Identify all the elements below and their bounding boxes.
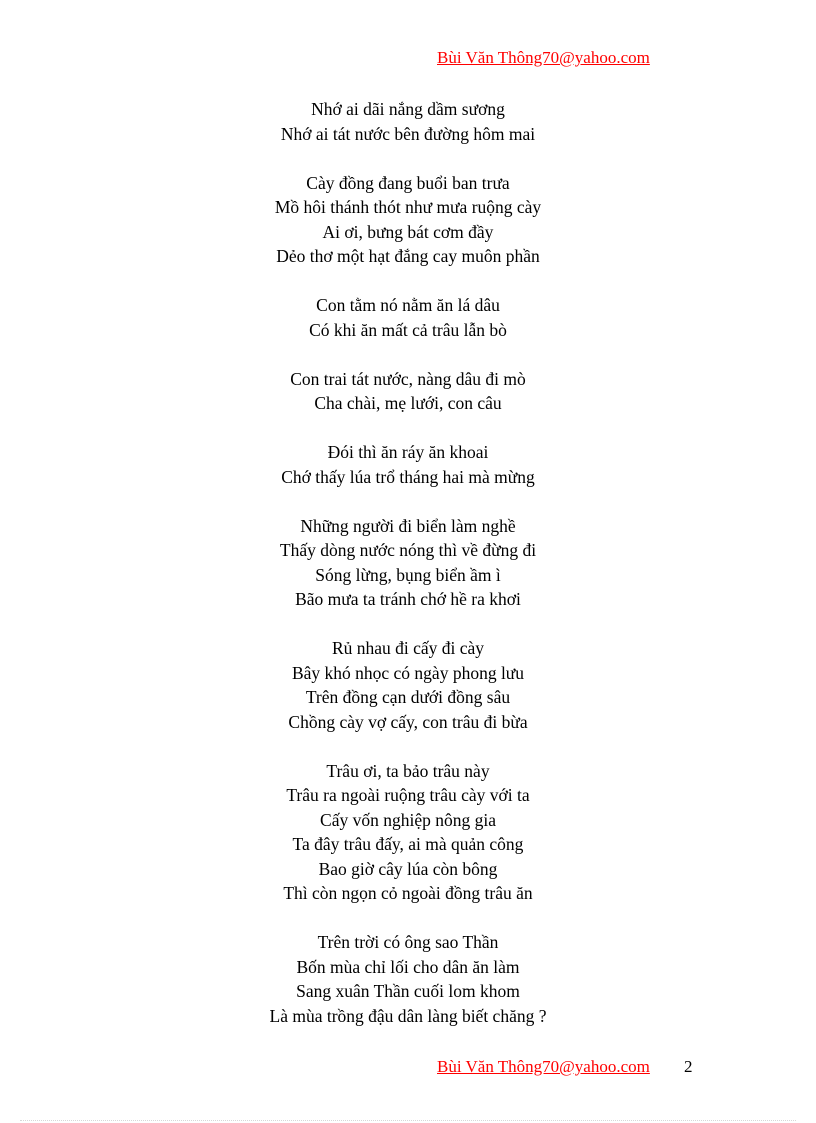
- poem-line: Thấy dòng nước nóng thì về đừng đi: [279, 540, 537, 560]
- poem-line: Trâu ra ngoài ruộng trâu cày với ta: [286, 785, 530, 805]
- header-email-link[interactable]: Bùi Văn Thông70@yahoo.com: [437, 48, 650, 67]
- page-bottom-divider: [20, 1120, 796, 1121]
- poem-line: Rủ nhau đi cấy đi cày: [331, 638, 485, 658]
- poem-line: Trên đồng cạn dưới đồng sâu: [305, 687, 511, 707]
- poem-line: Chớ thấy lúa trổ tháng hai mà mừng: [281, 466, 535, 487]
- footer-email-link[interactable]: Bùi Văn Thông70@yahoo.com: [437, 1057, 650, 1076]
- poem-line: Sang xuân Thần cuối lom khom: [296, 981, 520, 1001]
- stanza-6: [0, 514, 816, 612]
- poem-line: Ta đây trâu đấy, ai mà quản công: [292, 834, 524, 854]
- poem-line: Cày đồng đang buổi ban trưa: [306, 172, 510, 193]
- poem-line: Mồ hôi thánh thót như mưa ruộng cày: [274, 197, 542, 217]
- poem-line: Nhớ ai tát nước bên đường hôm mai: [280, 123, 536, 144]
- poem-line: Cha chài, mẹ lưới, con câu: [314, 393, 502, 413]
- poem-line: Sóng lừng, bụng biển ầm ì: [315, 564, 501, 585]
- stanza-3: [0, 293, 816, 342]
- poem-line: Con tằm nó nằm ăn lá dâu: [316, 295, 500, 315]
- stanza-8: [0, 759, 816, 906]
- poem-line: Thì còn ngọn cỏ ngoài đồng trâu ăn: [283, 883, 533, 903]
- stanza-7: [0, 636, 816, 734]
- poem-line: Là mùa trồng đậu dân làng biết chăng ?: [269, 1005, 547, 1026]
- poem-line: Nhớ ai dãi nắng dầm sương: [311, 99, 505, 119]
- poem-line: Ai ơi, bưng bát cơm đầy: [322, 221, 494, 242]
- poem-line: Chồng cày vợ cấy, con trâu đi bừa: [288, 711, 528, 732]
- poem-line: Dẻo thơ một hạt đắng cay muôn phần: [276, 246, 540, 266]
- poem-line: Những người đi biển làm nghề: [300, 515, 516, 536]
- poem-body: [0, 97, 816, 1053]
- poem-line: Đói thì ăn ráy ăn khoai: [327, 442, 489, 462]
- stanza-9: [0, 930, 816, 1028]
- stanza-4: [0, 367, 816, 416]
- poem-line: Bốn mùa chỉ lối cho dân ăn làm: [296, 956, 520, 977]
- page-number: 2: [684, 1057, 693, 1076]
- poem-line: Cấy vốn nghiệp nông gia: [320, 809, 496, 830]
- stanza-2: [0, 171, 816, 269]
- poem-line: Bây khó nhọc có ngày phong lưu: [291, 662, 525, 683]
- poem-line: Trên trời có ông sao Thần: [317, 932, 499, 952]
- poem-line: Có khi ăn mất cả trâu lẫn bò: [309, 319, 507, 340]
- stanza-5: [0, 440, 816, 489]
- stanza-1: [0, 97, 816, 146]
- poem-line: Trâu ơi, ta bảo trâu này: [326, 760, 490, 781]
- poem-line: Bao giờ cây lúa còn bông: [318, 858, 498, 879]
- poem-line: Bão mưa ta tránh chớ hề ra khơi: [295, 589, 521, 609]
- poem-line: Con trai tát nước, nàng dâu đi mò: [290, 368, 526, 389]
